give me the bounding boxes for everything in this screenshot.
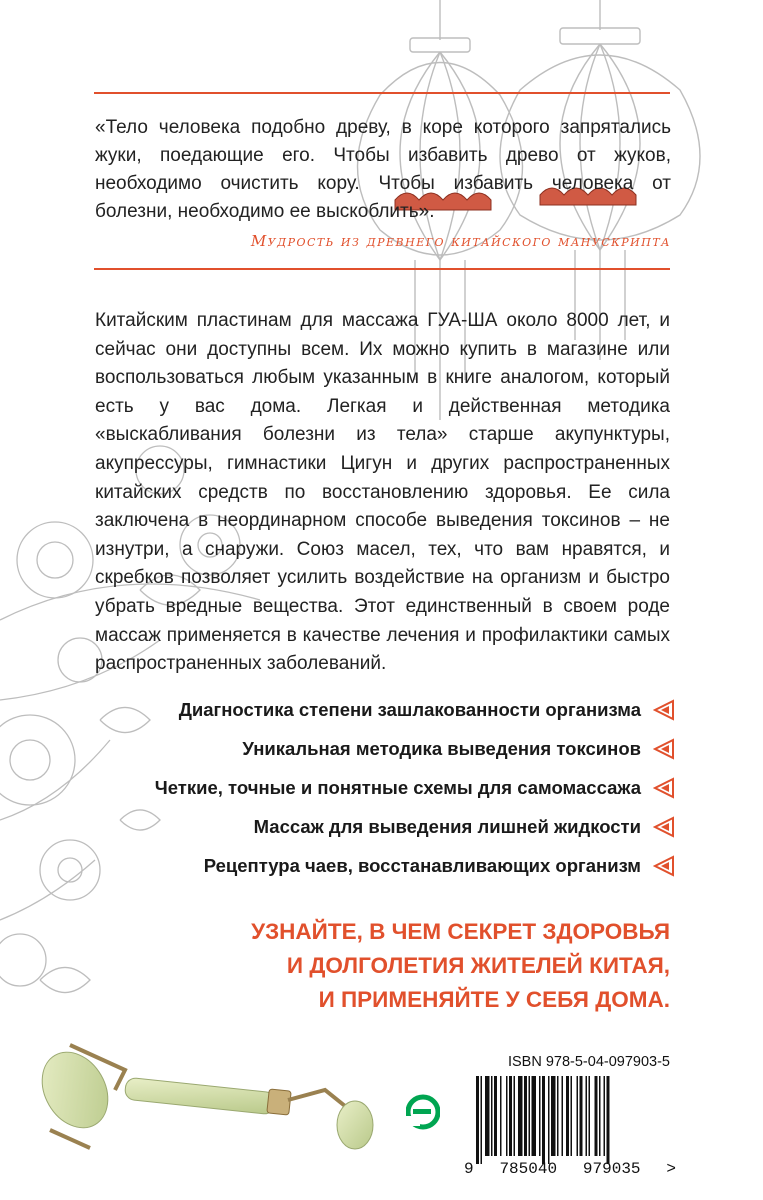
eksmo-logo-icon <box>406 1092 440 1132</box>
barcode-bar <box>506 1076 508 1156</box>
barcode-bar <box>518 1076 523 1156</box>
barcode-bar <box>557 1076 559 1156</box>
barcode-digit-group: 979035 <box>582 1160 641 1178</box>
barcode-bar <box>476 1076 479 1164</box>
barcode-bar <box>577 1076 579 1156</box>
feature-label: Массаж для выведения лишней жидкости <box>253 815 641 837</box>
feature-item <box>60 690 675 729</box>
chinese-lattice-ornament-icon <box>653 777 675 799</box>
top-rule <box>94 92 670 94</box>
barcode-bar <box>599 1076 601 1156</box>
barcode-bar <box>571 1076 573 1156</box>
barcode-bar <box>481 1076 483 1164</box>
bottom-rule <box>94 268 670 270</box>
barcode-bar <box>529 1076 531 1156</box>
barcode-digit-group: 785040 <box>499 1160 558 1178</box>
barcode-bar <box>551 1076 556 1156</box>
feature-label: Уникальная методика выведения токсинов <box>242 737 641 759</box>
barcode-bar <box>494 1076 497 1156</box>
feature-item <box>60 807 675 846</box>
epigraph-quote: «Тело человека подобно древу, в коре которого запрятались жуки, поедающие его. Чтобы избавить древо от жуков, необходимо очистить кору. Чтобы избавить человека от болезни, необходимо ее выскоблить». <box>95 117 671 222</box>
feature-item <box>60 846 675 885</box>
jade-roller-illustration <box>30 1030 390 1180</box>
barcode-bar <box>607 1076 610 1164</box>
barcode-bar <box>562 1076 564 1156</box>
epigraph-attribution: Мудрость из древнего китайского манускрипта <box>250 232 671 250</box>
description-paragraph: Китайским пластинам для массажа ГУА-ША около 8000 лет, и сейчас они доступны всем. Их можно купить в магазине или воспользоваться любым указанным в книге аналогом, который есть у вас дома. Легкая и действенная методика «выскабливания болезни из тела» старше акупунктуры, акупрессуры, гимнастики Цигун и других распространенных китайских средств по восстановлению здоровья. Ее сила заключена в неординарном способе выведения токсинов – не изнутри, а снаружи. Союз масел, тех, что вам нравятся, и скребков позволяет усилить воздействие на организм и быстро убрать вредные вещества. Этот единственный в своем роде массаж применяется в качестве лечения и профилактики самых распространенных заболеваний. <box>95 310 670 675</box>
barcode-digit-group: 9 <box>464 1160 474 1178</box>
chinese-lattice-ornament-icon <box>653 816 675 838</box>
barcode-bar <box>491 1076 493 1156</box>
barcode-digit-group: > <box>666 1160 676 1178</box>
barcode-bar <box>524 1076 527 1156</box>
isbn-label: ISBN 978-5-04-097903-5 <box>507 1054 670 1070</box>
barcode-bar <box>532 1076 537 1156</box>
feature-label: Четкие, точные и понятные схемы для самомассажа <box>154 776 641 798</box>
feature-label: Диагностика степени зашлакованности организма <box>178 698 641 720</box>
call-to-action <box>95 915 670 1017</box>
barcode-bar <box>539 1076 541 1156</box>
barcode-bar <box>604 1076 606 1156</box>
barcode-bar <box>586 1076 588 1156</box>
feature-item <box>60 729 675 768</box>
feature-list <box>60 690 675 885</box>
barcode-bar <box>500 1076 502 1156</box>
barcode-bar <box>542 1076 545 1164</box>
chinese-lattice-ornament-icon <box>653 855 675 877</box>
barcode-bar <box>509 1076 512 1156</box>
cta-line: УЗНАЙТЕ, В ЧЕМ СЕКРЕТ ЗДОРОВЬЯ <box>251 919 670 944</box>
barcode-bar <box>485 1076 490 1156</box>
feature-label: Рецептура чаев, восстанавливающих организм <box>203 854 641 876</box>
cta-line: И ПРИМЕНЯЙТЕ У СЕБЯ ДОМА. <box>318 987 670 1012</box>
feature-item <box>60 768 675 807</box>
chinese-lattice-ornament-icon <box>653 699 675 721</box>
cta-line: И ДОЛГОЛЕТИЯ ЖИТЕЛЕЙ КИТАЯ, <box>286 953 670 978</box>
barcode-bar <box>514 1076 516 1156</box>
barcode-bar <box>589 1076 591 1156</box>
barcode-digits <box>464 1160 676 1178</box>
barcode-bar <box>580 1076 583 1156</box>
barcode-bar <box>548 1076 550 1164</box>
barcode-bar <box>595 1076 598 1156</box>
barcode-bar <box>566 1076 569 1156</box>
chinese-lattice-ornament-icon <box>653 738 675 760</box>
